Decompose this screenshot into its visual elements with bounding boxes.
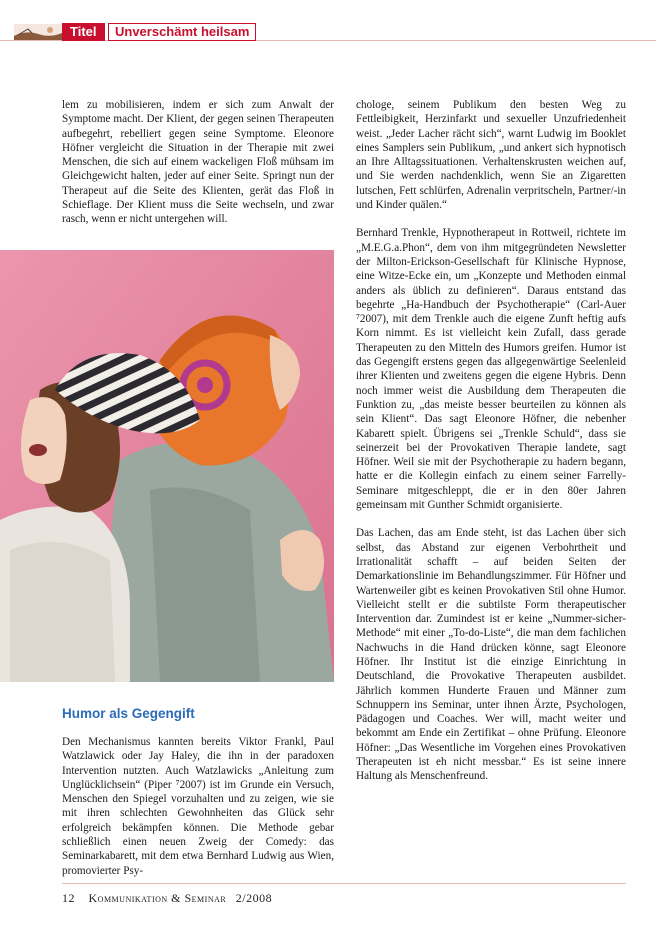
paragraph: Bernhard Trenkle, Hypnotherapeut in Rottweil, richtete im „M.E.G.a.Phon“, dem von ihm mitgegründeten Newsletter der Milton-Erickson-Gesellschaft für Klinische Hypnose, eine Witze-Ecke ein, um „Konzepte und Methoden einmal anders als üblich zu definieren“. Daraus entstand das begehrte „Ha-Handbuch der Psychotherapie“ (Carl-Auer ⁷2007), mit dem Trenkle auch die eigene Zunft heftig aufs Korn nimmt. Es ist vielleicht kein Zufall, dass gerade Therapeuten zu den Mitteln des Humors greifen. Humor ist das Gegengift erstens gegen das allgegenwärtige Seelenleid ihrer Klienten und zweitens gegen die eigene Hybris. Denn noch immer weist die Ausbildung dem Therapeuten die Funktion zu, „das meiste besser beurteilen zu können als sein Klient“. Das sagt Eleonore Höfner, die nebenher Kabarett spielt. Übrigens sei „Trenkle Schuld“, dass sie seinerzeit bei der Provokativen Therapie landete, sagt Höfner. Weil sie mit der Psychotherapie zu hadern begann, hatte er die Kollegin einfach zu einem seiner Farrelly-Seminare mitgeschleppt, die er in den 80er Jahren gemeinsam mit Gunther Schmidt organisierte. [356, 227, 626, 512]
right-column [356, 98, 626, 798]
photo-two-laughing-women [0, 250, 334, 682]
section-subheading: Humor als Gegengift [62, 706, 195, 721]
page-footer [62, 891, 272, 906]
left-column-bottom [62, 735, 334, 892]
paragraph: Den Mechanismus kannten bereits Viktor Frankl, Paul Watzlawick oder Jay Haley, die ihn in der paradoxen Intervention nutzten. Auch Watzlawicks „Anleitung zum Unglücklichsein“ (Piper ⁷2007) ist im Grunde ein Versuch, Menschen den Spiegel vorzuhalten und zu zeigen, wie sie mit ihren schlechten Gewohnheiten das Glück sehr erfolgreich bekämpfen können. Die Methode gebar schließlich einen neuen Zweig der Comedy: das Seminarkabarett, mit dem etwa Bernhard Ludwig aus Wien, promovierter Psy- [62, 736, 334, 877]
paragraph: lem zu mobilisieren, indem er sich zum Anwalt der Symptome macht. Der Klient, der gegen seinen Therapeuten aufbegehrt, rebelliert gegen seine Symptome. Eleonore Höfner vergleicht die Situation in der Therapie mit zwei Menschen, die sich auf einem wackeligen Floß mühsam im Gleichgewicht halten, jeder auf einer Seite. Springt nun der Therapeut auf die Seite des Klienten, gerät das Floß in Schieflage. Der Klient muss die Seite wechseln, und zwar rasch, wenn er nicht untergehen will. [62, 99, 334, 226]
header-logo-icon [14, 24, 62, 40]
section-tag: Titel [62, 23, 105, 41]
issue-number: 2/2008 [235, 891, 273, 905]
footer-rule [62, 883, 626, 884]
page-number: 12 [62, 891, 75, 905]
rubric-title: Unverschämt heilsam [108, 23, 256, 41]
paragraph: chologe, seinem Publikum den besten Weg zu Fettleibigkeit, Herzinfarkt und sexueller Unzufriedenheit weist. „Jeder Lacher rächt sich“, warnt Ludwig im Booklet eines Samplers sein Publikum, „und ankert sich hypnotisch an Ihre Alltagssituationen. Verhaltenskrusten weichen auf, und Sie werden nachdenklich, wenn Sie an Zigaretten lutschen, Fett schlürfen, Adrenalin verpritscheln, Partner/-in und Kinder quälen.“ [356, 99, 626, 212]
magazine-name: Kommunikation & Seminar [88, 891, 227, 905]
paragraph: Das Lachen, das am Ende steht, ist das Lachen über sich selbst, das Abstand zur eigenen Verbohrtheit und Irrationalität schafft – auf beiden Seiten der Demarkationslinie im Behandlungszimmer. Für Höfner und Wartenweiler gibt es keinen Provokativen Stil ohne Humor. Vielleicht stellt er die subtilste Form therapeutischer Intervention dar. Zumindest ist er keine „Nummer-sicher-Methode“ mit einer „To-do-Liste“, die man dem fachlichen Nachwuchs in die Hand drücken könne, sagt Eleonore Höfner. Ihr Institut ist die einzige Einrichtung in Deutschland, die Provokative Therapeuten ausbildet. Jährlich kommen Hunderte Frauen und Männer zum Schnuppern ins Seminar, unter ihnen Ärzte, Psychologen, Pädagogen und Coaches. Wer will, macht weiter und bekommt am Ende ein Zertifikat – ohne Prüfung. Eleonore Höfner: „Das Wesentliche im Vorgehen eines Provokativen Therapeuten ist eh nicht messbar.“ Es ist seine innere Haltung als Menschenfreund. [356, 527, 626, 783]
left-column-top [62, 98, 334, 241]
